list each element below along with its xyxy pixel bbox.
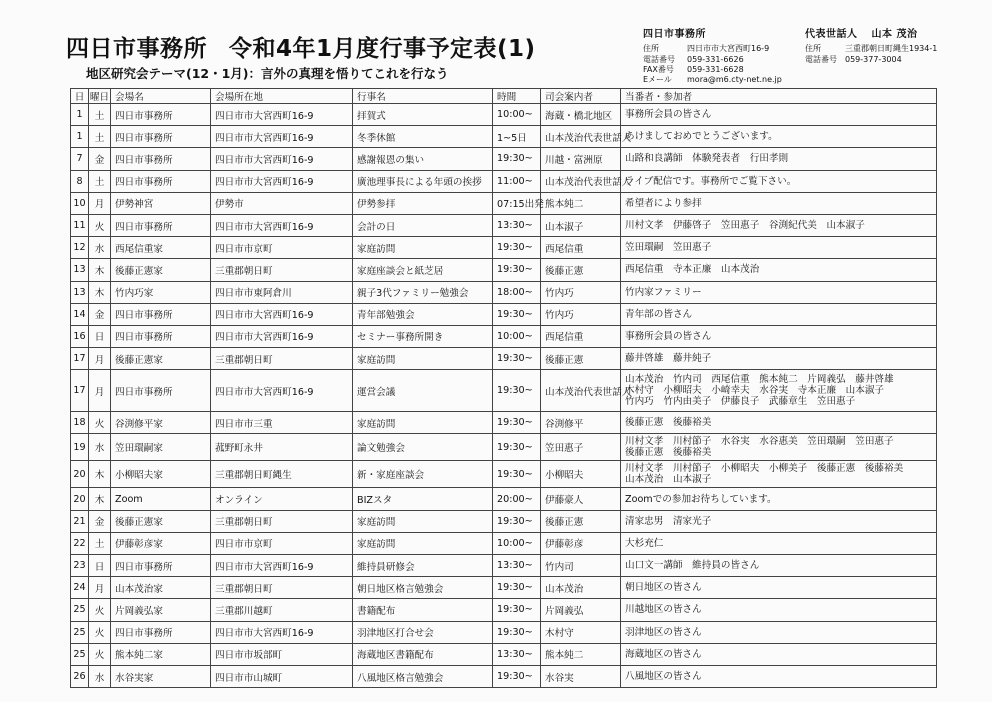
cell-event: 書籍配布 xyxy=(353,599,493,621)
theme-line: 地区研究会テーマ(12・1月)：言外の真理を悟りてこれを行なう xyxy=(86,66,449,81)
cell-venue: 四日市事務所 xyxy=(111,104,211,126)
cell-attendees: 竹内家ファミリー xyxy=(621,281,937,303)
office-email-label: Eメール xyxy=(643,75,672,85)
cell-venue: 谷渕修平家 xyxy=(111,412,211,434)
cell-time: 18:00~ xyxy=(493,281,541,303)
table-row xyxy=(71,214,937,236)
cell-time: 19:30~ xyxy=(493,348,541,370)
cell-address: 三重郡朝日町縄生 xyxy=(211,461,353,488)
table-header-row xyxy=(71,89,937,104)
col-header-host: 司会案内者 xyxy=(541,89,621,104)
cell-venue: 後藤正憲家 xyxy=(111,348,211,370)
cell-venue: 後藤正憲家 xyxy=(111,259,211,281)
cell-weekday: 火 xyxy=(89,643,111,665)
cell-day: 1 xyxy=(71,126,89,148)
cell-day: 14 xyxy=(71,303,89,325)
col-header-time: 時間 xyxy=(493,89,541,104)
office-info xyxy=(643,30,782,85)
rep-address-label: 住所 xyxy=(805,44,821,54)
rep-phone-label: 電話番号 xyxy=(805,54,837,64)
cell-event: 青年部勉強会 xyxy=(353,303,493,325)
cell-time: 19:30~ xyxy=(493,510,541,532)
cell-time: 13:30~ xyxy=(493,214,541,236)
cell-weekday: 水 xyxy=(89,665,111,687)
cell-attendees: 後藤正憲 後藤裕美 xyxy=(621,412,937,434)
cell-weekday: 月 xyxy=(89,577,111,599)
cell-host: 川越・富洲原 xyxy=(541,148,621,170)
cell-address: 四日市市大宮西町16-9 xyxy=(211,104,353,126)
cell-venue: 四日市事務所 xyxy=(111,555,211,577)
cell-event: 拝賀式 xyxy=(353,104,493,126)
cell-weekday: 金 xyxy=(89,510,111,532)
cell-attendees: 朝日地区の皆さん xyxy=(621,577,937,599)
cell-address: 三重郡朝日町 xyxy=(211,577,353,599)
cell-venue: Zoom xyxy=(111,488,211,510)
cell-event: 廣池理事長による年頭の挨拶 xyxy=(353,170,493,192)
table-row xyxy=(71,104,937,126)
table-row xyxy=(71,281,937,303)
table-row xyxy=(71,237,937,259)
cell-attendees: 清家忠男 清家光子 xyxy=(621,510,937,532)
cell-venue: 後藤正憲家 xyxy=(111,510,211,532)
col-header-attendees: 当番者・参加者 xyxy=(621,89,937,104)
cell-day: 8 xyxy=(71,170,89,192)
cell-attendees: 西尾信重 寺本正廉 山本茂治 xyxy=(621,259,937,281)
cell-attendees: 川村文孝 川村節子 水谷実 水谷惠美 笠田環嗣 笠田惠子 後藤正憲 後藤裕美 xyxy=(621,434,937,461)
cell-weekday: 月 xyxy=(89,192,111,214)
table-row xyxy=(71,555,937,577)
cell-event: 会計の日 xyxy=(353,214,493,236)
cell-event: 家庭訪問 xyxy=(353,532,493,554)
cell-address: 四日市市京町 xyxy=(211,237,353,259)
cell-time: 19:30~ xyxy=(493,434,541,461)
cell-host: 笠田惠子 xyxy=(541,434,621,461)
cell-time: 1~5日 xyxy=(493,126,541,148)
cell-weekday: 土 xyxy=(89,126,111,148)
cell-address: 四日市市大宮西町16-9 xyxy=(211,214,353,236)
cell-venue: 四日市事務所 xyxy=(111,170,211,192)
cell-event: セミナー事務所開き xyxy=(353,325,493,347)
cell-host: 海蔵・橋北地区 xyxy=(541,104,621,126)
table-row xyxy=(71,259,937,281)
cell-host: 山本淑子 xyxy=(541,214,621,236)
schedule-table xyxy=(70,88,937,688)
cell-host: 小柳昭夫 xyxy=(541,461,621,488)
cell-attendees: ライブ配信です。事務所でご覧下さい。 xyxy=(621,170,937,192)
table-row xyxy=(71,510,937,532)
office-email: mora@m6.cty-net.ne.jp xyxy=(687,75,782,85)
cell-venue: 熊本純二家 xyxy=(111,643,211,665)
cell-time: 19:30~ xyxy=(493,577,541,599)
cell-time: 19:30~ xyxy=(493,370,541,412)
cell-day: 24 xyxy=(71,577,89,599)
representative-info xyxy=(805,30,937,65)
cell-weekday: 日 xyxy=(89,325,111,347)
cell-attendees: 川村文孝 川村節子 小柳昭夫 小柳美子 後藤正憲 後藤裕美 山本茂治 山本淑子 xyxy=(621,461,937,488)
cell-time: 13:30~ xyxy=(493,555,541,577)
cell-event: 朝日地区格言勉強会 xyxy=(353,577,493,599)
cell-time: 19:30~ xyxy=(493,237,541,259)
cell-host: 竹内巧 xyxy=(541,281,621,303)
cell-venue: 笠田環嗣家 xyxy=(111,434,211,461)
cell-event: 羽津地区打合せ会 xyxy=(353,621,493,643)
cell-attendees: Zoomでの参加お待ちしています。 xyxy=(621,488,937,510)
cell-host: 片岡義弘 xyxy=(541,599,621,621)
cell-weekday: 火 xyxy=(89,599,111,621)
cell-event: 感謝報恩の集い xyxy=(353,148,493,170)
cell-host: 山本茂治代表世話人 xyxy=(541,370,621,412)
col-header-address: 会場所在地 xyxy=(211,89,353,104)
cell-host: 山本茂治代表世話人 xyxy=(541,170,621,192)
cell-address: 四日市市坂部町 xyxy=(211,643,353,665)
cell-address: 伊勢市 xyxy=(211,192,353,214)
cell-event: 八風地区格言勉強会 xyxy=(353,665,493,687)
cell-attendees: あけましておめでとうございます。 xyxy=(621,126,937,148)
cell-day: 11 xyxy=(71,214,89,236)
cell-address: オンライン xyxy=(211,488,353,510)
cell-weekday: 土 xyxy=(89,170,111,192)
col-header-weekday: 曜日 xyxy=(89,89,111,104)
cell-time: 19:30~ xyxy=(493,621,541,643)
cell-time: 19:30~ xyxy=(493,599,541,621)
cell-weekday: 木 xyxy=(89,281,111,303)
cell-attendees: 山本茂治 竹内司 西尾信重 熊本純二 片岡義弘 藤井啓雄 木村守 小柳昭夫 小崎幸夫 水谷実 寺本正廉 山本淑子 竹内巧 竹内由美子 伊藤良子 武藤章生 笠田惠子 xyxy=(621,370,937,412)
table-row xyxy=(71,461,937,488)
cell-time: 10:00~ xyxy=(493,532,541,554)
cell-host: 山本茂治代表世話人 xyxy=(541,126,621,148)
cell-day: 1 xyxy=(71,104,89,126)
rep-name: 山本 茂治 xyxy=(871,29,918,40)
cell-time: 11:00~ xyxy=(493,170,541,192)
cell-weekday: 木 xyxy=(89,488,111,510)
cell-day: 25 xyxy=(71,643,89,665)
table-row xyxy=(71,303,937,325)
cell-time: 19:30~ xyxy=(493,259,541,281)
cell-host: 後藤正憲 xyxy=(541,510,621,532)
table-row xyxy=(71,643,937,665)
cell-weekday: 日 xyxy=(89,555,111,577)
cell-event: 親子3代ファミリー勉強会 xyxy=(353,281,493,303)
cell-venue: 四日市事務所 xyxy=(111,148,211,170)
cell-day: 13 xyxy=(71,281,89,303)
office-address-label: 住所 xyxy=(643,44,659,54)
cell-weekday: 火 xyxy=(89,214,111,236)
cell-weekday: 月 xyxy=(89,370,111,412)
cell-weekday: 月 xyxy=(89,348,111,370)
cell-venue: 四日市事務所 xyxy=(111,621,211,643)
cell-day: 12 xyxy=(71,237,89,259)
cell-attendees: 藤井啓雄 藤井純子 xyxy=(621,348,937,370)
cell-attendees: 大杉充仁 xyxy=(621,532,937,554)
table-row xyxy=(71,532,937,554)
cell-weekday: 金 xyxy=(89,148,111,170)
cell-venue: 小柳昭夫家 xyxy=(111,461,211,488)
cell-event: 家庭訪問 xyxy=(353,412,493,434)
title-period: 令和4年1月度行事予定表(1) xyxy=(229,36,536,62)
cell-address: 四日市市三重 xyxy=(211,412,353,434)
cell-attendees: 川越地区の皆さん xyxy=(621,599,937,621)
cell-host: 伊藤豪人 xyxy=(541,488,621,510)
table-row xyxy=(71,170,937,192)
cell-event: 論文勉強会 xyxy=(353,434,493,461)
cell-event: 冬季休館 xyxy=(353,126,493,148)
table-row xyxy=(71,148,937,170)
cell-weekday: 水 xyxy=(89,237,111,259)
cell-event: 伊勢参拝 xyxy=(353,192,493,214)
cell-host: 伊藤彰彦 xyxy=(541,532,621,554)
cell-day: 13 xyxy=(71,259,89,281)
cell-address: 四日市市東阿倉川 xyxy=(211,281,353,303)
cell-day: 17 xyxy=(71,348,89,370)
cell-address: 三重郡朝日町 xyxy=(211,348,353,370)
cell-event: BIZスタ xyxy=(353,488,493,510)
cell-weekday: 木 xyxy=(89,259,111,281)
cell-address: 四日市市山城町 xyxy=(211,665,353,687)
cell-host: 西尾信重 xyxy=(541,237,621,259)
table-row xyxy=(71,577,937,599)
cell-time: 07:15出発 xyxy=(493,192,541,214)
cell-day: 10 xyxy=(71,192,89,214)
cell-address: 四日市市大宮西町16-9 xyxy=(211,370,353,412)
cell-host: 竹内司 xyxy=(541,555,621,577)
cell-host: 水谷実 xyxy=(541,665,621,687)
col-header-venue: 会場名 xyxy=(111,89,211,104)
cell-time: 19:30~ xyxy=(493,665,541,687)
cell-weekday: 火 xyxy=(89,621,111,643)
cell-address: 四日市市大宮西町16-9 xyxy=(211,126,353,148)
cell-address: 四日市市京町 xyxy=(211,532,353,554)
cell-address: 四日市市大宮西町16-9 xyxy=(211,303,353,325)
cell-weekday: 火 xyxy=(89,412,111,434)
cell-time: 19:30~ xyxy=(493,412,541,434)
cell-day: 16 xyxy=(71,325,89,347)
cell-attendees: 青年部の皆さん xyxy=(621,303,937,325)
cell-venue: 西尾信重家 xyxy=(111,237,211,259)
cell-event: 家庭訪問 xyxy=(353,510,493,532)
cell-attendees: 山口文一講師 維持員の皆さん xyxy=(621,555,937,577)
col-header-day: 日 xyxy=(71,89,89,104)
cell-attendees: 羽津地区の皆さん xyxy=(621,621,937,643)
cell-host: 竹内巧 xyxy=(541,303,621,325)
cell-time: 20:00~ xyxy=(493,488,541,510)
table-row xyxy=(71,412,937,434)
office-name: 四日市事務所 xyxy=(643,29,706,40)
table-row xyxy=(71,126,937,148)
cell-weekday: 金 xyxy=(89,303,111,325)
cell-time: 10:00~ xyxy=(493,325,541,347)
table-row xyxy=(71,370,937,412)
cell-venue: 水谷実家 xyxy=(111,665,211,687)
cell-day: 21 xyxy=(71,510,89,532)
cell-address: 三重郡川越町 xyxy=(211,599,353,621)
cell-host: 山本茂治 xyxy=(541,577,621,599)
cell-event: 家庭訪問 xyxy=(353,348,493,370)
cell-attendees: 八風地区の皆さん xyxy=(621,665,937,687)
col-header-event: 行事名 xyxy=(353,89,493,104)
cell-weekday: 水 xyxy=(89,434,111,461)
table-row xyxy=(71,665,937,687)
cell-attendees: 川村文孝 伊藤啓子 笠田惠子 谷渕紀代美 山本淑子 xyxy=(621,214,937,236)
cell-host: 熊本純二 xyxy=(541,192,621,214)
cell-attendees: 事務所会員の皆さん xyxy=(621,325,937,347)
cell-host: 谷渕修平 xyxy=(541,412,621,434)
cell-address: 三重郡朝日町 xyxy=(211,510,353,532)
cell-event: 海蔵地区書籍配布 xyxy=(353,643,493,665)
rep-phone: 059-377-3004 xyxy=(845,54,902,64)
table-row xyxy=(71,488,937,510)
cell-weekday: 木 xyxy=(89,461,111,488)
rep-title: 代表世話人 xyxy=(805,29,858,40)
cell-day: 19 xyxy=(71,434,89,461)
cell-host: 後藤正憲 xyxy=(541,348,621,370)
cell-address: 三重郡朝日町 xyxy=(211,259,353,281)
cell-venue: 片岡義弘家 xyxy=(111,599,211,621)
cell-time: 10:00~ xyxy=(493,104,541,126)
cell-address: 四日市市大宮西町16-9 xyxy=(211,148,353,170)
cell-event: 新・家庭座談会 xyxy=(353,461,493,488)
cell-address: 四日市市大宮西町16-9 xyxy=(211,555,353,577)
cell-day: 20 xyxy=(71,461,89,488)
page-title xyxy=(66,30,536,63)
cell-day: 20 xyxy=(71,488,89,510)
cell-day: 7 xyxy=(71,148,89,170)
table-row xyxy=(71,434,937,461)
cell-venue: 伊勢神宮 xyxy=(111,192,211,214)
cell-event: 運営会議 xyxy=(353,370,493,412)
cell-event: 家庭訪問 xyxy=(353,237,493,259)
rep-address: 三重郡朝日町縄生1934-1 xyxy=(845,44,938,54)
table-row xyxy=(71,348,937,370)
cell-day: 25 xyxy=(71,599,89,621)
office-phone-label: 電話番号 xyxy=(643,54,675,64)
cell-address: 四日市市大宮西町16-9 xyxy=(211,621,353,643)
table-row xyxy=(71,621,937,643)
cell-event: 維持員研修会 xyxy=(353,555,493,577)
cell-weekday: 土 xyxy=(89,104,111,126)
cell-time: 19:30~ xyxy=(493,461,541,488)
cell-attendees: 山路和良講師 体験発表者 行田孝則 xyxy=(621,148,937,170)
cell-time: 13:30~ xyxy=(493,643,541,665)
cell-time: 19:30~ xyxy=(493,148,541,170)
office-address: 四日市市大宮西町16-9 xyxy=(687,44,770,54)
cell-day: 23 xyxy=(71,555,89,577)
cell-day: 18 xyxy=(71,412,89,434)
cell-venue: 四日市事務所 xyxy=(111,370,211,412)
cell-address: 四日市市大宮西町16-9 xyxy=(211,170,353,192)
cell-host: 後藤正憲 xyxy=(541,259,621,281)
cell-venue: 四日市事務所 xyxy=(111,325,211,347)
cell-address: 菰野町永井 xyxy=(211,434,353,461)
cell-weekday: 土 xyxy=(89,532,111,554)
cell-venue: 四日市事務所 xyxy=(111,303,211,325)
cell-attendees: 希望者により参拝 xyxy=(621,192,937,214)
cell-day: 22 xyxy=(71,532,89,554)
cell-day: 25 xyxy=(71,621,89,643)
cell-host: 木村守 xyxy=(541,621,621,643)
cell-day: 26 xyxy=(71,665,89,687)
table-row xyxy=(71,325,937,347)
cell-venue: 伊藤彰彦家 xyxy=(111,532,211,554)
table-row xyxy=(71,599,937,621)
cell-host: 西尾信重 xyxy=(541,325,621,347)
office-phone: 059-331-6626 xyxy=(687,54,744,64)
cell-venue: 四日市事務所 xyxy=(111,126,211,148)
office-fax: 059-331-6628 xyxy=(687,64,744,74)
title-office: 四日市事務所 xyxy=(66,36,207,62)
cell-venue: 山本茂治家 xyxy=(111,577,211,599)
cell-attendees: 事務所会員の皆さん xyxy=(621,104,937,126)
cell-event: 家庭座談会と紙芝居 xyxy=(353,259,493,281)
cell-time: 19:30~ xyxy=(493,303,541,325)
cell-host: 熊本純二 xyxy=(541,643,621,665)
office-fax-label: FAX番号 xyxy=(643,64,674,74)
cell-venue: 四日市事務所 xyxy=(111,214,211,236)
cell-address: 四日市市大宮西町16-9 xyxy=(211,325,353,347)
table-row xyxy=(71,192,937,214)
cell-attendees: 笠田環嗣 笠田惠子 xyxy=(621,237,937,259)
cell-day: 17 xyxy=(71,370,89,412)
cell-attendees: 海蔵地区の皆さん xyxy=(621,643,937,665)
cell-venue: 竹内巧家 xyxy=(111,281,211,303)
